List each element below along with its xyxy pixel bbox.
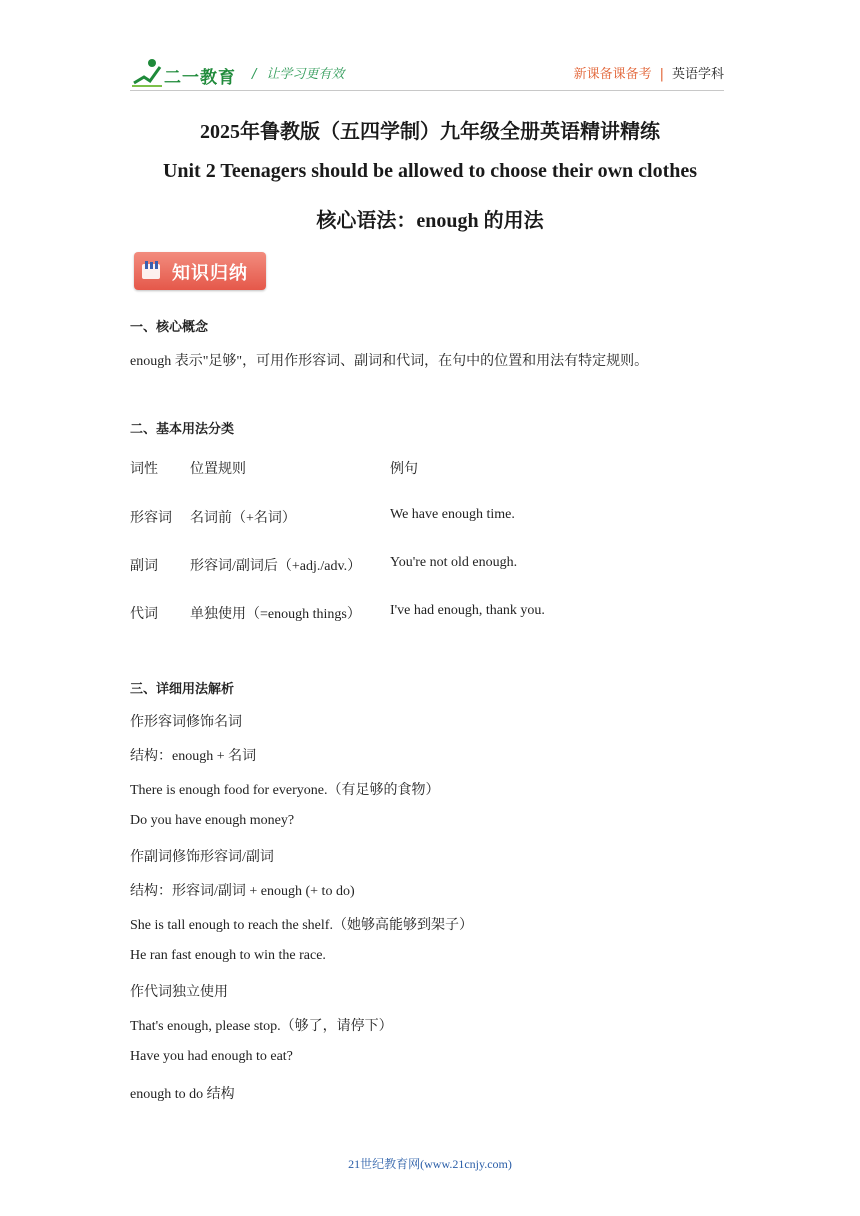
detail-line: Do you have enough money?: [130, 813, 295, 828]
section-heading-detailed-usage: 三、详细用法解析: [130, 682, 235, 697]
slogan-text: 让学习更有效: [266, 67, 345, 82]
badge-label: 知识归纳: [172, 263, 248, 284]
table-header-rule: 位置规则: [190, 462, 246, 477]
footer-link[interactable]: 21世纪教育网(www.21cnjy.com): [348, 1157, 512, 1171]
detail-line: 作代词独立使用: [130, 985, 228, 1000]
detail-line: That's enough, please stop.（够了，请停下）: [130, 1019, 393, 1034]
header-rule: [130, 90, 724, 91]
table-cell: 名词前（+名词）: [190, 511, 296, 526]
course-label: 新课备课备考: [573, 67, 652, 82]
page-header: [130, 55, 724, 95]
logo: [130, 57, 240, 89]
detail-line: 作副词修饰形容词/副词: [130, 850, 274, 865]
unit-title: Unit 2 Teenagers should be allowed to choose their own clothes: [162, 160, 698, 182]
header-right: [574, 63, 724, 82]
grammar-title: 核心语法：enough 的用法: [316, 210, 544, 232]
detail-line: 结构：enough + 名词: [130, 749, 257, 764]
table-cell: You're not old enough.: [390, 555, 518, 570]
table-header-pos: 词性: [130, 462, 158, 477]
detail-line: She is tall enough to reach the shelf.（她够高能够到架子）: [130, 918, 473, 933]
table-cell: We have enough time.: [390, 507, 515, 522]
table-cell: 形容词/副词后（+adj./adv.）: [190, 559, 362, 574]
runner-logo-icon: [130, 57, 164, 89]
table-cell: 形容词: [130, 511, 172, 526]
detail-line: Have you had enough to eat?: [130, 1049, 293, 1064]
table-cell: I've had enough, thank you.: [390, 603, 545, 618]
detail-line: enough to do 结构: [130, 1087, 235, 1102]
slogan-slash: /: [252, 67, 257, 82]
book-icon: [139, 259, 163, 283]
table-cell: 单独使用（=enough things）: [190, 607, 361, 622]
knowledge-badge: [134, 252, 266, 290]
section-heading-core-concept: 一、核心概念: [130, 320, 209, 335]
detail-line: There is enough food for everyone.（有足够的食物）: [130, 783, 440, 798]
logo-text: 二一教育: [164, 68, 236, 88]
slogan: [252, 63, 344, 82]
core-concept-body: enough 表示"足够"，可用作形容词、副词和代词，在句中的位置和用法有特定规则。: [130, 354, 649, 369]
detail-line: 结构：形容词/副词 + enough (+ to do): [130, 884, 355, 899]
detail-line: He ran fast enough to win the race.: [130, 948, 326, 963]
detail-line: 作形容词修饰名词: [130, 715, 242, 730]
document-title: 2025年鲁教版（五四学制）九年级全册英语精讲精练: [200, 121, 660, 143]
table-cell: 代词: [130, 607, 158, 622]
table-header-example: 例句: [390, 462, 418, 477]
table-cell: 副词: [130, 559, 158, 574]
section-heading-basic-usage: 二、基本用法分类: [130, 422, 235, 437]
header-separator: |: [659, 67, 664, 82]
subject-label: 英语学科: [671, 67, 724, 82]
